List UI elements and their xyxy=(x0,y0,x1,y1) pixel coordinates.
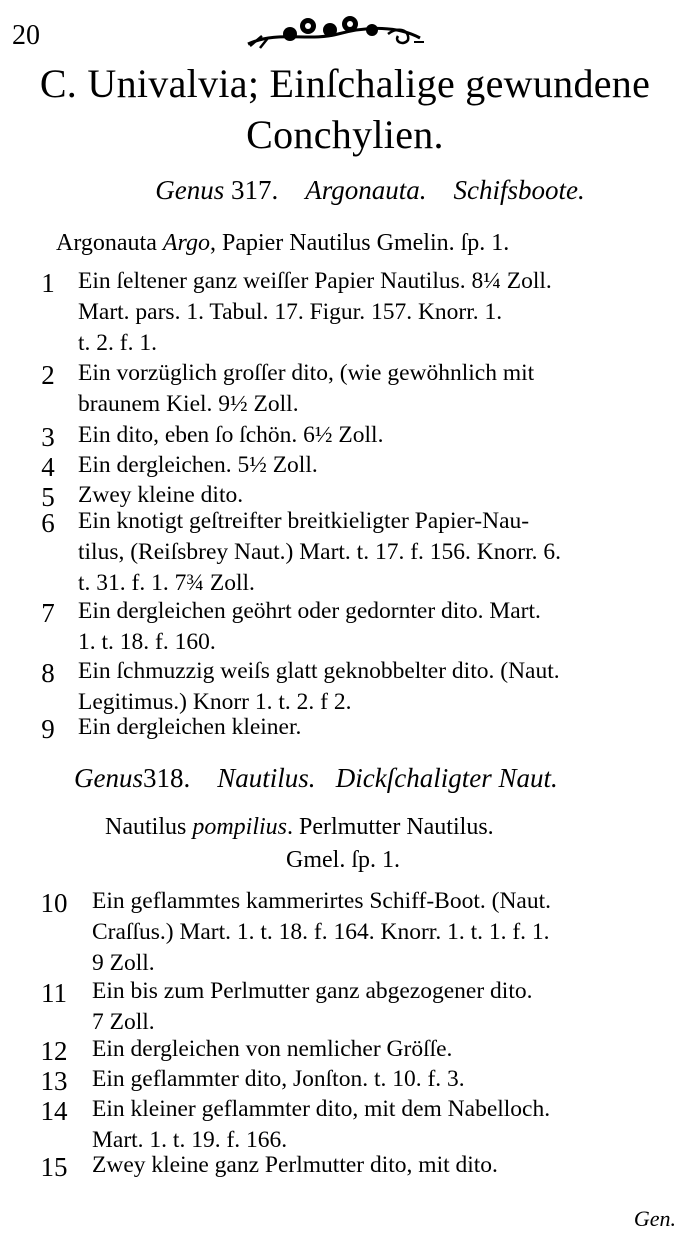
entry-number: 10 xyxy=(40,888,68,918)
entry-text: Ein ſeltener ganz weiſſer Papier Nautilus. 8¼ Zoll. Mart. pars. 1. Tabul. 17. Figur. 157. Knorr. 1. t. 2. f. 1. xyxy=(78,268,552,356)
entry-number: 15 xyxy=(40,1152,68,1182)
entry-text: Ein dito, eben ſo ſchön. 6½ Zoll. xyxy=(78,422,384,448)
entry-number: 13 xyxy=(40,1066,68,1096)
entry-number: 4 xyxy=(41,452,55,482)
entry-number: 8 xyxy=(41,658,55,688)
entry-number: 6 xyxy=(41,508,55,538)
entry-number: 5 xyxy=(41,482,55,512)
decorative-vignette-icon xyxy=(238,12,428,52)
catchword: Gen. xyxy=(633,1206,676,1231)
entry-text: Ein knotigt geſtreifter breitkieligter Papier-Nau- tilus, (Reiſsbrey Naut.) Mart. t. 17. f. 156. Knorr. 6. t. 31. f. 1. 7¾ Zoll. xyxy=(78,508,561,596)
entry-text: Ein dergleichen von nemlicher Gröſſe. xyxy=(92,1036,453,1062)
species-description: . Perlmutter Nautilus. xyxy=(287,814,494,840)
entry-text: Ein dergleichen. 5½ Zoll. xyxy=(78,452,318,478)
genus-317-heading xyxy=(50,174,690,206)
species-genus: Nautilus xyxy=(105,814,187,840)
page-number: 20 xyxy=(12,20,40,51)
genus-label: Genus xyxy=(155,175,225,205)
entry-number: 2 xyxy=(41,360,55,390)
genus-number: 318. xyxy=(143,763,191,793)
species-line-318 xyxy=(105,812,494,842)
species-line-317 xyxy=(56,228,509,258)
section-heading-line-1: C. Univalvia; Einſchalige gewundene xyxy=(39,61,651,106)
section-heading-line-2: Conchylien. xyxy=(246,112,444,157)
entry-text: Ein dergleichen geöhrt oder gedornter dito. Mart. 1. t. 18. f. 160. xyxy=(78,598,541,655)
genus-name: Argonauta. xyxy=(305,175,427,205)
entry-text: Zwey kleine dito. xyxy=(78,482,244,508)
genus-label: Genus xyxy=(74,763,143,793)
genus-german-name: Schifsboote. xyxy=(453,175,585,205)
entry-text: Ein geflammter dito, Jonſton. t. 10. f. 3. xyxy=(92,1066,465,1092)
entry-text: Zwey kleine ganz Perlmutter dito, mit dito. xyxy=(92,1152,498,1178)
entry-text: Ein bis zum Perlmutter ganz abgezogener dito. 7 Zoll. xyxy=(92,978,533,1035)
entry-number: 11 xyxy=(41,978,67,1008)
entry-text: Ein geflammtes kammerirtes Schiff-Boot. (Naut. Craſſus.) Mart. 1. t. 18. f. 164. Knorr. 1. t. 1. f. 1. 9 Zoll. xyxy=(92,888,552,976)
entry-number: 1 xyxy=(41,268,55,298)
species-line-318-continued: Gmel. ſp. 1. xyxy=(286,847,400,873)
genus-318-heading xyxy=(74,762,690,794)
entry-text: Ein kleiner geflammter dito, mit dem Nabelloch. Mart. 1. t. 19. f. 166. xyxy=(92,1096,551,1153)
genus-number: 317. xyxy=(231,175,279,205)
entry-number: 3 xyxy=(41,422,55,452)
entry-text: Ein vorzüglich groſſer dito, (wie gewöhnlich mit braunem Kiel. 9½ Zoll. xyxy=(78,360,535,417)
entry-number: 12 xyxy=(40,1036,68,1066)
genus-name: Nautilus. xyxy=(217,763,316,793)
entry-number: 9 xyxy=(41,714,55,744)
species-genus: Argonauta xyxy=(56,230,157,256)
entry-text: Ein ſchmuzzig weiſs glatt geknobbelter dito. (Naut. Legitimus.) Knorr 1. t. 2. f 2. xyxy=(78,658,560,715)
species-epithet: pompilius xyxy=(192,814,288,840)
entry-text: Ein dergleichen kleiner. xyxy=(78,714,302,740)
genus-german-name: Dickſchaligter Naut. xyxy=(335,763,558,793)
entry-number: 14 xyxy=(40,1096,68,1126)
entry-number: 7 xyxy=(41,598,55,628)
species-description: , Papier Nautilus Gmelin. ſp. 1. xyxy=(209,230,510,256)
species-epithet: Argo xyxy=(162,230,210,256)
